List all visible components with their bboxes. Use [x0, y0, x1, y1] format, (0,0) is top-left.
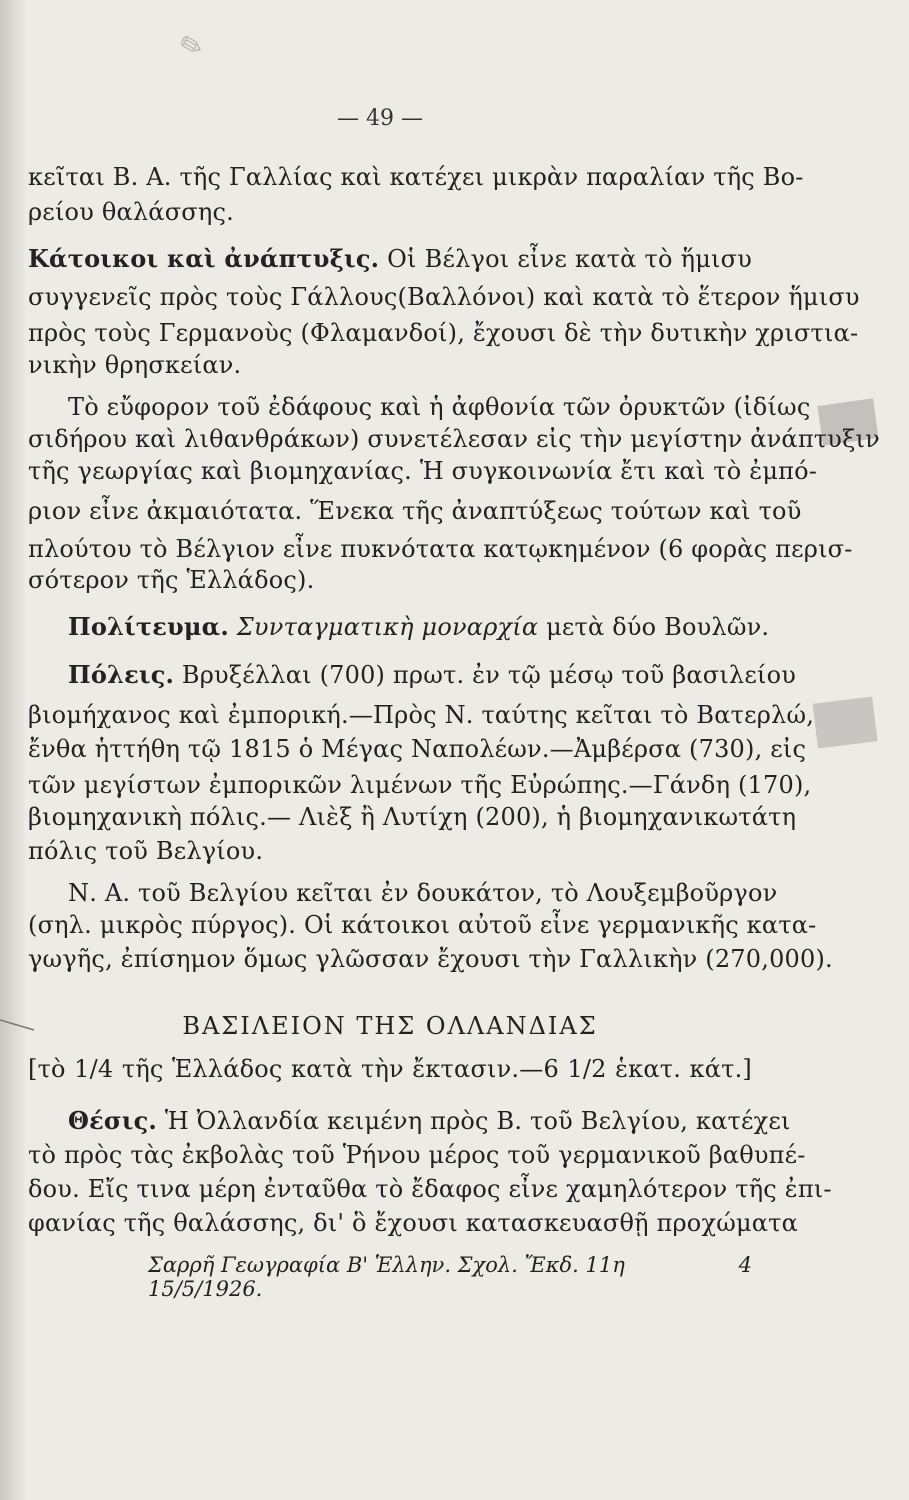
- section-heading-cities: Πόλεις.: [68, 660, 175, 689]
- text-line: δου. Εἴς τινα μέρη ἐνταῦθα τὸ ἔδαφος εἶνε χαμηλότερον τῆς ἐπι-: [28, 1175, 832, 1203]
- text-line: πλούτου τὸ Βέλγιον εἶνε πυκνότατα κατῳκημένον (6 φορὰς περισ-: [28, 535, 853, 563]
- text-line: πόλις τοῦ Βελγίου.: [28, 837, 264, 865]
- text-run: Ἡ Ὀλλανδία κειμένη πρὸς Β. τοῦ Βελγίου, κατέχει: [156, 1107, 791, 1135]
- text-line: φανίας τῆς θαλάσσης, δι' ὃ ἔχουσι κατασκευασθῇ προχώματα: [28, 1209, 799, 1237]
- footer-citation: Σαρρῆ Γεωγραφία Β' Ἑλλην. Σχολ. Ἔκδ. 11η 15/5/1926.: [148, 1253, 625, 1301]
- text-line: ἔνθα ἡττήθη τῷ 1815 ὁ Μέγας Ναπολέων.—Ἀμβέρσα (730), εἰς: [28, 735, 807, 763]
- chapter-title: ΒΑΣΙΛΕΙΟΝ ΤΗΣ ΟΛΛΑΝΔΙΑΣ: [182, 1012, 598, 1040]
- text-line: τῶν μεγίστων ἐμπορικῶν λιμένων τῆς Εὐρώπης.—Γάνδη (170),: [28, 771, 812, 799]
- text-line: [28, 244, 752, 276]
- chapter-subtitle: [τὸ 1/4 τῆς Ἑλλάδος κατὰ τὴν ἔκτασιν.—6 1/2 ἑκατ. κάτ.]: [28, 1055, 752, 1083]
- section-heading-inhabitants: Κάτοικοι καὶ ἀνάπτυξις.: [28, 244, 380, 273]
- text-line: ριον εἶνε ἀκμαιότατα. Ἕνεκα τῆς ἀναπτύξεως τούτων καὶ τοῦ: [28, 497, 802, 525]
- text-run: Οἱ Βέλγοι εἶνε κατὰ τὸ ἥμισυ: [379, 245, 752, 273]
- text-run: Βρυξέλλαι (700) πρωτ. ἐν τῷ μέσῳ τοῦ βασιλείου: [174, 661, 797, 689]
- text-line: σιδήρου καὶ λιθανθράκων) συνετέλεσαν εἰς τὴν μεγίστην ἀνάπτυξιν: [28, 425, 880, 453]
- text-line: Ν. Α. τοῦ Βελγίου κεῖται ἐν δουκάτον, τὸ Λουξεμβοῦργον: [68, 879, 778, 907]
- page-number: — 49 —: [337, 106, 423, 131]
- text-line: συγγενεῖς πρὸς τοὺς Γάλλους(Βαλλόνοι) καὶ κατὰ τὸ ἕτερον ἥμισυ: [28, 283, 860, 311]
- text-line: βιομηχανικὴ πόλις.— Λιὲξ ἢ Λυτίχη (200), ἡ βιομηχανικωτάτη: [28, 803, 797, 831]
- text-line: [68, 612, 770, 644]
- text-line: τὸ πρὸς τὰς ἐκβολὰς τοῦ Ῥήνου μέρος τοῦ γερμανικοῦ βαθυπέ-: [28, 1141, 806, 1169]
- signature-number: 4: [738, 1253, 752, 1277]
- text-run: Συνταγματικὴ μοναρχία: [228, 613, 539, 641]
- text-line: (σηλ. μικρὸς πύργος). Οἱ κάτοικοι αὐτοῦ εἶνε γερμανικῆς κατα-: [28, 911, 817, 939]
- text-line: νικὴν θρησκείαν.: [28, 351, 242, 379]
- section-heading-government: Πολίτευμα.: [68, 612, 229, 641]
- pencil-annotation: ✎: [170, 26, 208, 69]
- text-line: κεῖται Β. Α. τῆς Γαλλίας καὶ κατέχει μικρὰν παραλίαν τῆς Βο-: [28, 163, 804, 191]
- text-line: γωγῆς, ἐπίσημον ὅμως γλῶσσαν ἔχουσι τὴν Γαλλικὴν (270,000).: [28, 945, 833, 973]
- text-line: [68, 1106, 791, 1138]
- text-run: μετὰ δύο Βουλῶν.: [538, 613, 770, 641]
- text-line: σότερον τῆς Ἑλλάδος).: [28, 566, 315, 594]
- text-line: Τὸ εὔφορον τοῦ ἐδάφους καὶ ἡ ἀφθονία τῶν ὀρυκτῶν (ἰδίως: [68, 393, 811, 421]
- text-line: [68, 660, 797, 692]
- page-footer: [148, 1253, 752, 1301]
- section-heading-position: Θέσις.: [68, 1106, 157, 1135]
- text-line: βιομήχανος καὶ ἐμπορική.—Πρὸς Ν. ταύτης κεῖται τὸ Βατερλώ,: [28, 701, 815, 729]
- text-line: πρὸς τοὺς Γερμανοὺς (Φλαμανδοί), ἔχουσι δὲ τὴν δυτικὴν χριστια-: [28, 319, 859, 347]
- text-line: τῆς γεωργίας καὶ βιομηχανίας. Ἡ συγκοινωνία ἔτι καὶ τὸ ἐμπό-: [28, 457, 818, 485]
- text-line: ρείου θαλάσσης.: [28, 198, 234, 226]
